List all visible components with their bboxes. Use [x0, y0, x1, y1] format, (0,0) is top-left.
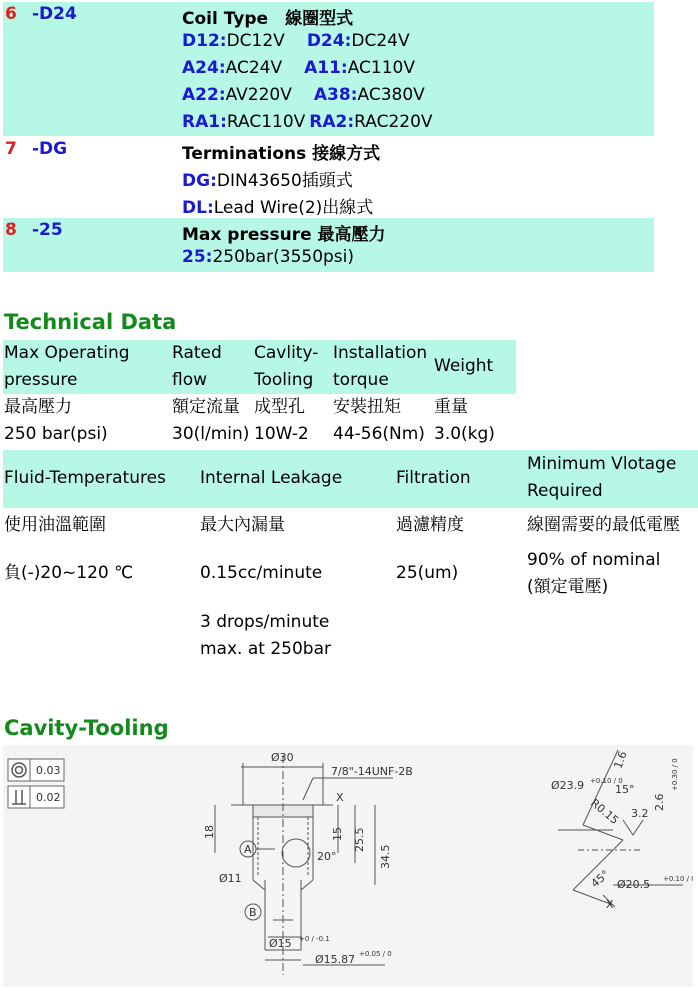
drawing-label-d15c: 15° [615, 783, 635, 796]
option-line [182, 166, 353, 191]
option-value: A22:AV220V [182, 85, 292, 105]
tol-0-02: 0.02 [36, 791, 61, 804]
option-header: Terminations 接線方式 [182, 144, 381, 164]
drawing-label-d20_5: Ø20.5 [617, 878, 651, 891]
option-code: -DG [32, 139, 68, 159]
drawing-label-tol2_6: +0.30 / 0 [671, 758, 679, 791]
table1-header: Cavlity- Tooling [254, 343, 319, 390]
option-value: DG:DIN43650插頭式 [182, 171, 353, 191]
drawing-label-d25_5: 25.5 [353, 827, 366, 852]
drawing-label-a: A [244, 843, 252, 856]
drawing-label-x2: X [606, 898, 614, 911]
table1-chinese: 安裝扭矩 [333, 397, 401, 417]
option-line [182, 112, 433, 132]
drawing-label-thread: 7/8"-14UNF-2B [331, 765, 413, 778]
drawing-label-d34_5: 34.5 [379, 844, 392, 869]
drawing-label-tol15b: +0 / -0.1 [299, 935, 330, 943]
drawing-label-x: X [336, 791, 344, 804]
option-value: RA1:RAC110V [182, 112, 306, 132]
table1-value: 3.0(kg) [434, 424, 495, 444]
option-line [182, 31, 410, 51]
option-value: A38:AC380V [313, 85, 425, 105]
drawing-label-d11: Ø11 [219, 872, 242, 885]
table2-value: 90% of nominal (額定電壓) [527, 550, 661, 597]
option-header: Max pressure 最高壓力 [182, 225, 386, 245]
option-value-code: A22: [182, 85, 226, 105]
option-value-code: A24: [182, 58, 226, 78]
option-header: Coil Type 線圈型式 [182, 9, 354, 29]
leakage-note: 3 drops/minute max. at 250bar [200, 612, 331, 659]
drawing-label-tol15_87: +0.05 / 0 [359, 950, 392, 958]
cavity-drawing-svg [3, 745, 693, 987]
table1-chinese: 最高壓力 [4, 397, 72, 417]
option-value-code: A11: [304, 58, 348, 78]
cavity-tooling-title: Cavity-Tooling [4, 716, 169, 740]
table1-value: 10W-2 [254, 424, 309, 444]
option-line [182, 85, 425, 105]
drawing-label-d23_9: Ø23.9 [551, 779, 585, 792]
table2-header: Fluid-Temperatures [4, 468, 166, 488]
option-value-code: D12: [182, 31, 227, 51]
table2-value: 負(-)20~120 ℃ [4, 563, 134, 583]
drawing-label-b: B [249, 906, 257, 919]
option-number: 6 [5, 4, 17, 24]
drawing-label-ang45: 45° [588, 867, 612, 891]
parallel-tolerance [8, 786, 64, 808]
table2-header: Internal Leakage [200, 468, 343, 488]
technical-data-title: Technical Data [4, 310, 177, 334]
drawing-label-ang20: 20° [317, 850, 337, 863]
drawing-label-d15b: Ø15 [269, 937, 292, 950]
drawing-label-r015: R0.15 [588, 796, 622, 828]
drawing-label-d15_87: Ø15.87 [315, 953, 356, 966]
option-line [182, 247, 354, 267]
option-value-code: D24: [306, 31, 352, 51]
table1-header: Weight [434, 356, 494, 376]
option-number: 8 [5, 220, 17, 240]
table2-value: 25(um) [396, 563, 459, 583]
drawing-label-d3_2: 3.2 [631, 807, 649, 820]
table2-chinese: 最大內漏量 [200, 515, 285, 535]
drawing-label-d1_6: 1.6 [611, 749, 630, 771]
drawing-label-d18: 18 [203, 825, 216, 839]
option-value-code: RA1: [182, 112, 227, 132]
table1-chinese: 成型孔 [254, 397, 305, 417]
option-value: D12:DC12V [182, 31, 285, 51]
table1-header: Rated flow [172, 343, 222, 390]
table1-value: 30(l/min) [172, 424, 250, 444]
option-number: 7 [5, 139, 17, 159]
option-value: A24:AC24V [182, 58, 283, 78]
table1-value: 44-56(Nm) [333, 424, 425, 444]
option-value: 25:250bar(3550psi) [182, 247, 355, 267]
drawing-label-tol20_5: +0.10 / 0 [663, 875, 693, 883]
table2-value: 0.15cc/minute [200, 563, 323, 583]
option-value-code: DL: [182, 198, 214, 218]
table1-header: Max Operating pressure [4, 343, 130, 390]
option-value: D24:DC24V [306, 31, 410, 51]
table2-header: Filtration [396, 468, 471, 488]
table1-header: Installation torque [333, 343, 428, 390]
option-value-code: RA2: [309, 112, 355, 132]
option-value-code: DG: [182, 171, 217, 191]
tol-0-03: 0.03 [36, 764, 61, 777]
table2-chinese: 過濾精度 [396, 515, 464, 535]
table1-chinese: 額定流量 [172, 397, 240, 417]
option-value-code: 25: [182, 247, 213, 267]
drawing-label-d15: 15 [331, 827, 344, 841]
cavity-drawing [3, 745, 693, 987]
option-value: RA2:RAC220V [309, 112, 433, 132]
table2-header: Minimum Vlotage Required [527, 454, 677, 501]
concentricity-tolerance [8, 759, 64, 781]
option-value-code: A38: [313, 85, 358, 105]
option-value: A11:AC110V [304, 58, 415, 78]
drawing-label-tol23_9: +0.10 / 0 [590, 777, 623, 785]
option-code: -25 [32, 220, 63, 240]
table2-chinese: 使用油溫範圍 [4, 515, 106, 535]
option-line [182, 193, 373, 218]
drawing-label-d30: Ø30 [271, 751, 294, 764]
option-value: DL:Lead Wire(2)出線式 [182, 198, 374, 218]
table1-chinese: 重量 [434, 397, 468, 417]
drawing-label-d2_6: 2.6 [653, 793, 666, 811]
table2-chinese: 線圈需要的最低電壓 [527, 515, 680, 535]
option-code: -D24 [32, 4, 77, 24]
table1-value: 250 bar(psi) [4, 424, 108, 444]
option-line [182, 58, 415, 78]
